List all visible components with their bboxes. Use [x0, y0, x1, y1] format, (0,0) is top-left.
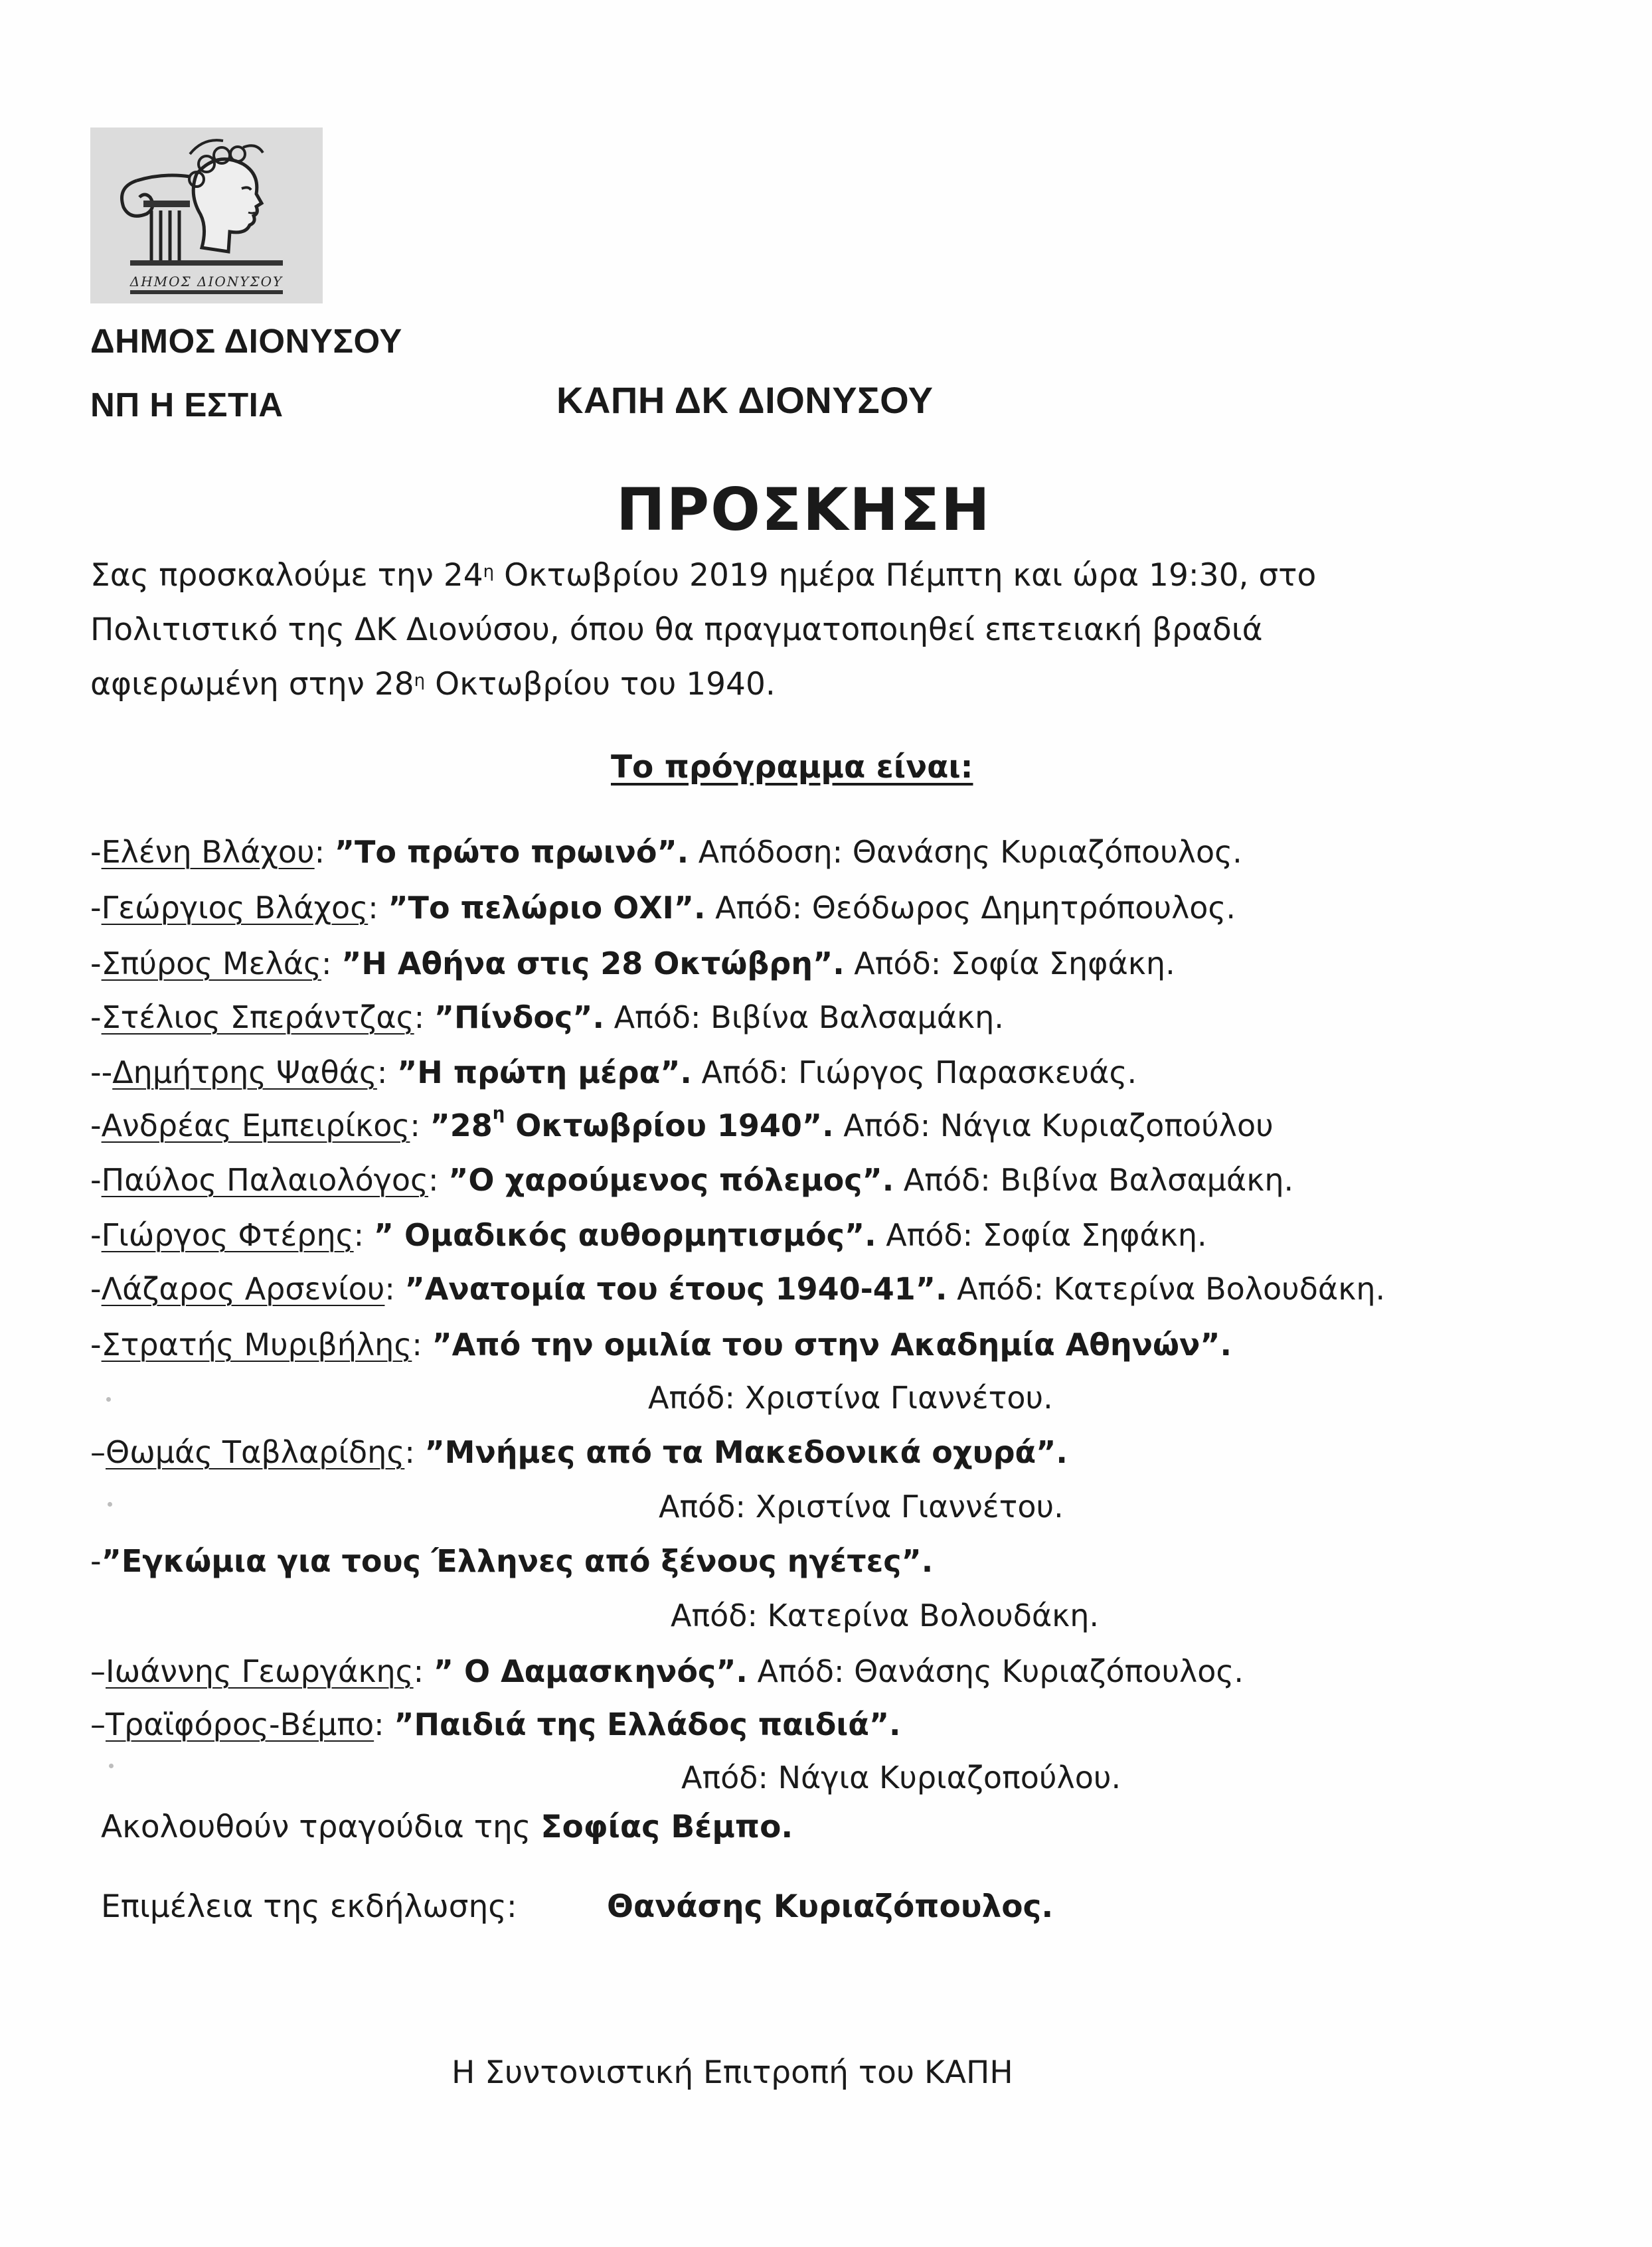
- program-item: [671, 1598, 1099, 1633]
- performer: Απόδ: Σοφία Σηφάκη.: [876, 1217, 1207, 1253]
- work-title-text: ”Πίνδος”.: [434, 999, 604, 1035]
- item-separator: :: [404, 1434, 425, 1470]
- work-title: [394, 1706, 900, 1742]
- item-dash: –: [90, 1706, 106, 1742]
- work-title-text: ” Ομαδικός αυθορμητισμός”.: [373, 1217, 876, 1253]
- work-title: [102, 1543, 934, 1579]
- item-separator: :: [410, 1108, 430, 1143]
- program-item: [90, 946, 1175, 981]
- program-item: [90, 1162, 1293, 1198]
- author-name: Σπύρος Μελάς: [101, 946, 322, 981]
- performer: Απόδ: Νάγια Κυριαζοπούλου: [833, 1108, 1274, 1143]
- work-title: [430, 1104, 834, 1143]
- item-separator: :: [314, 834, 335, 870]
- program-item: [90, 1271, 1385, 1307]
- intro-line-3: αφιερωμένη στην $28^\eta$ Οκτωβρίου του 1940.: [90, 666, 776, 703]
- work-title: [434, 1653, 748, 1689]
- item-separator: :: [384, 1271, 405, 1307]
- performer: Απόδ: Σοφία Σηφάκη.: [844, 946, 1175, 981]
- program-item: [659, 1489, 1064, 1525]
- author-name: Λάζαρος Αρσενίου: [101, 1271, 385, 1307]
- author-name: Γιώργος Φτέρης: [101, 1217, 354, 1253]
- program-item: [90, 1217, 1207, 1253]
- item-separator: :: [428, 1162, 449, 1198]
- work-title-text: ”Το πρώτο πρωινό”.: [334, 834, 689, 870]
- intro-line-2: Πολιτιστικό της ΔΚ Διονύσου, όπου θα πραγματοποιηθεί επετειακή βραδιά: [90, 612, 1263, 648]
- author-name: Ιωάννης Γεωργάκης: [106, 1653, 414, 1689]
- work-title: [405, 1271, 948, 1307]
- program-heading: Το πρόγραμμα είναι:: [611, 749, 973, 786]
- author-name: Δημήτρης Ψαθάς: [112, 1054, 377, 1090]
- author-name: Ανδρέας Εμπειρίκος: [101, 1108, 410, 1143]
- performer: Απόδοση: Θανάσης Κυριαζόπουλος.: [689, 834, 1242, 870]
- program-item: [90, 999, 1004, 1035]
- curation-line: Επιμέλεια της εκδήλωσης: Θανάσης Κυριαζόπουλος.: [101, 1888, 1054, 1925]
- program-item: [90, 1054, 1137, 1090]
- work-title-rest: Οκτωβρίου 1940”.: [505, 1108, 834, 1143]
- work-title: [341, 946, 845, 981]
- program-item: [90, 1706, 901, 1742]
- item-dash: -: [90, 1217, 102, 1253]
- org-name-line1: ΔΗΜΟΣ ΔΙΟΝΥΣΟΥ: [90, 322, 402, 360]
- work-title-text: ”Η πρώτη μέρα”.: [397, 1054, 692, 1090]
- performer: Απόδ: Χριστίνα Γιαννέτου.: [648, 1380, 1053, 1416]
- performer: Απόδ: Γιώργος Παρασκευάς.: [691, 1054, 1137, 1090]
- scan-speck: [109, 1764, 114, 1768]
- program-item: [90, 890, 1236, 926]
- work-title-text: ”Εγκώμια για τους Έλληνες από ξένους ηγέτες”.: [101, 1543, 934, 1579]
- item-dash: –: [90, 1434, 106, 1470]
- author-name: Παύλος Παλαιολόγος: [101, 1162, 429, 1198]
- item-separator: :: [376, 1054, 398, 1090]
- org-name-line2: ΝΠ Η ΕΣΤΙΑ: [90, 386, 284, 424]
- item-dash: -: [90, 834, 102, 870]
- work-title: [434, 999, 604, 1035]
- item-dash: -: [90, 1543, 102, 1579]
- work-title-text: ”Η Αθήνα στις 28 Οκτώβρη”.: [341, 946, 845, 981]
- item-separator: :: [374, 1706, 394, 1742]
- signature: Η Συντονιστική Επιτροπή του ΚΑΠΗ: [452, 2054, 1013, 2091]
- work-title-text: ”Ανατομία του έτους 1940-41”.: [404, 1271, 948, 1307]
- program-item: [90, 1327, 1232, 1363]
- item-dash: -: [90, 890, 102, 926]
- item-dash: -: [90, 1327, 102, 1363]
- work-title-text: ”Από την ομιλία του στην Ακαδημία Αθηνών”.: [432, 1327, 1232, 1363]
- performer: Απόδ: Νάγια Κυριαζοπούλου.: [681, 1760, 1121, 1795]
- author-name: Ελένη Βλάχου: [101, 834, 315, 870]
- scan-speck: [108, 1502, 112, 1507]
- item-separator: :: [414, 999, 434, 1035]
- work-title-text: ” Ο Δαμασκηνός”.: [433, 1653, 748, 1689]
- scan-speck: [106, 1397, 111, 1402]
- logo-caption: ΔΗΜΟΣ ΔΙΟΝΥΣΟΥ: [129, 274, 284, 290]
- work-title-text: ”Παιδιά της Ελλάδος παιδιά”.: [394, 1706, 901, 1742]
- item-separator: :: [321, 946, 342, 981]
- work-title: [448, 1162, 894, 1198]
- item-dash: -: [90, 999, 102, 1035]
- work-title-text: ”Το πελώριο ΟΧΙ”.: [388, 890, 706, 926]
- program-item: [90, 1543, 933, 1579]
- work-title: [335, 834, 689, 870]
- author-name: Τραϊφόρος-Βέμπο: [106, 1706, 374, 1742]
- item-dash: -: [90, 1271, 102, 1307]
- program-item: [90, 1104, 1274, 1143]
- item-separator: :: [368, 890, 388, 926]
- page-title: ΠΡΟΣΚΗΣΗ: [616, 475, 991, 544]
- municipality-logo: [90, 127, 323, 303]
- performer: Απόδ: Βιβίνα Βαλσαμάκη.: [894, 1162, 1294, 1198]
- performer: Απόδ: Βιβίνα Βαλσαμάκη.: [604, 999, 1004, 1035]
- work-title: [424, 1434, 1067, 1470]
- program-item: [90, 834, 1242, 870]
- work-title: [388, 890, 705, 926]
- item-dash: -: [90, 1108, 102, 1143]
- center-heading: ΚΑΠΗ ΔΚ ΔΙΟΝΥΣΟΥ: [556, 379, 934, 421]
- work-title-text: ”Μνήμες από τα Μακεδονικά οχυρά”.: [424, 1434, 1068, 1470]
- program-item: [648, 1380, 1053, 1416]
- item-dash: -: [90, 1162, 102, 1198]
- work-title-text: ”Ο χαρούμενος πόλεμος”.: [448, 1162, 894, 1198]
- item-dash: --: [90, 1054, 113, 1090]
- performer: Απόδ: Θανάσης Κυριαζόπουλος.: [747, 1653, 1244, 1689]
- work-title: [374, 1217, 876, 1253]
- work-title: [432, 1327, 1232, 1363]
- performer: Απόδ: Κατερίνα Βολουδάκη.: [671, 1598, 1100, 1633]
- program-item: [90, 1653, 1244, 1689]
- item-dash: -: [90, 946, 102, 981]
- author-name: Θωμάς Ταβλαρίδης: [106, 1434, 405, 1470]
- author-name: Στέλιος Σπεράντζας: [101, 999, 414, 1035]
- intro-line-1: Σας προσκαλούμε την $24^\eta$ Οκτωβρίου 2019 ημέρα Πέμπτη και ώρα 19:30, στο: [90, 557, 1317, 594]
- performer: Απόδ: Χριστίνα Γιαννέτου.: [659, 1489, 1064, 1525]
- program-item: [90, 1434, 1068, 1470]
- performer: Απόδ: Θεόδωρος Δημητρόπουλος.: [705, 890, 1236, 926]
- performer: Απόδ: Κατερίνα Βολουδάκη.: [947, 1271, 1386, 1307]
- songs-line: Ακολουθούν τραγούδια της Σοφίας Βέμπο.: [101, 1809, 793, 1845]
- intro-paragraph: [90, 548, 1316, 712]
- program-item: [681, 1760, 1121, 1795]
- author-name: Στρατής Μυριβήλης: [101, 1327, 412, 1363]
- item-separator: :: [412, 1327, 432, 1363]
- item-separator: :: [353, 1217, 374, 1253]
- author-name: Γεώργιος Βλάχος: [101, 890, 369, 926]
- work-title-text: ”28: [430, 1108, 493, 1143]
- item-separator: :: [413, 1653, 434, 1689]
- work-title-sup: η: [492, 1104, 505, 1124]
- item-dash: –: [90, 1653, 106, 1689]
- work-title: [397, 1054, 692, 1090]
